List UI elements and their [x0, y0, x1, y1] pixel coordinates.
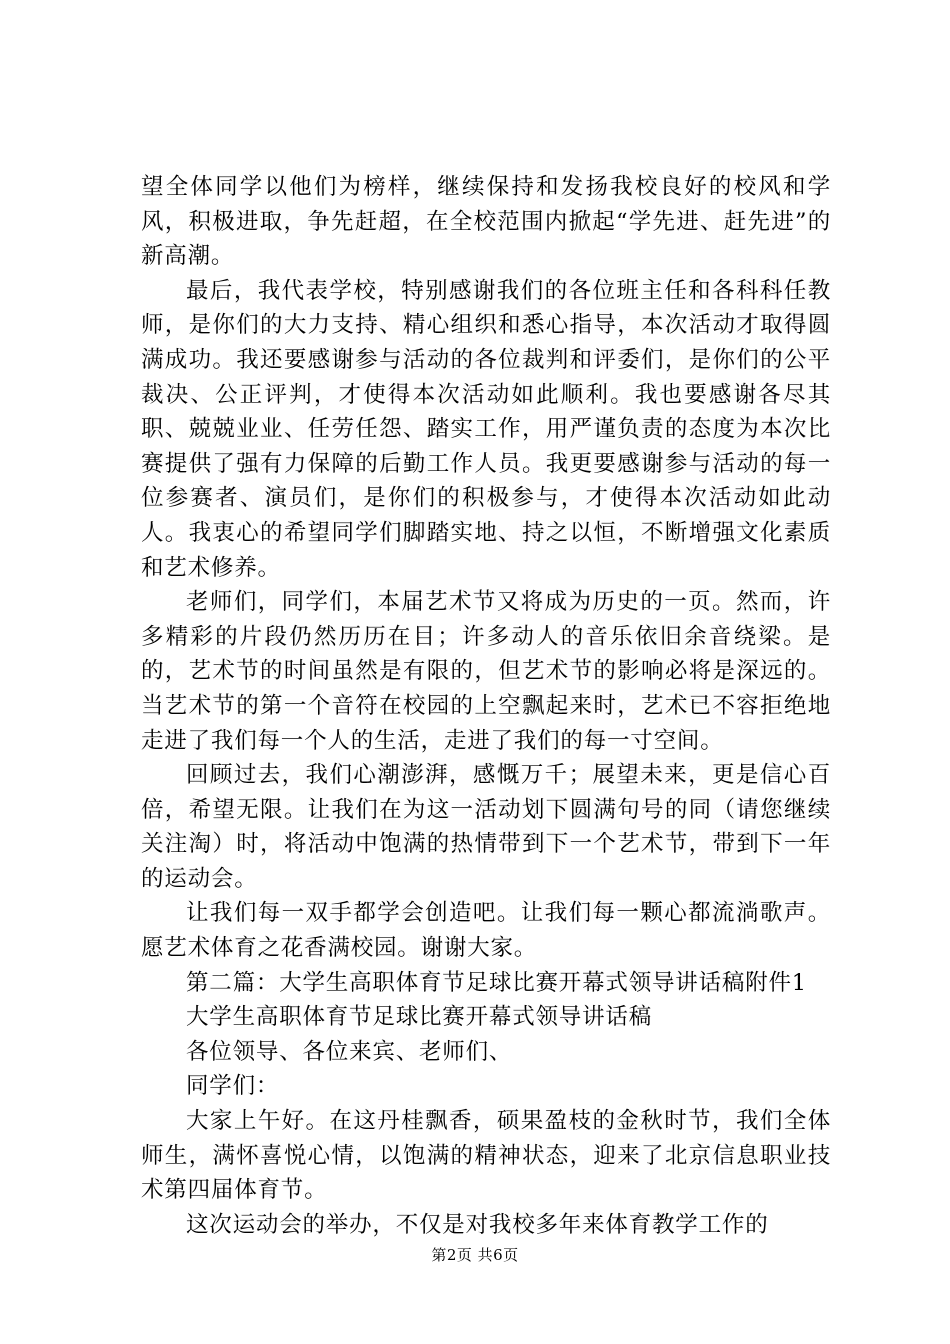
paragraph-3: 老师们，同学们，本届艺术节又将成为历史的一页。然而，许多精彩的片段仍然历历在目；许多动人的音乐依旧余音绕梁。是的，艺术节的时间虽然是有限的，但艺术节的影响必将是深远的。当艺术节的第一个音符在校园的上空飘起来时，艺术已不容拒绝地走进了我们每一个人的生活，走进了我们的每一寸空间。	[141, 589, 831, 754]
document-body	[141, 170, 831, 1242]
paragraph-4: 回顾过去，我们心潮澎湃，感慨万千；展望未来，更是信心百倍，希望无限。让我们在为这一活动划下圆满句号的同（请您继续关注淘）时，将活动中饱满的热情带到下一个艺术节，带到下一年的运动会。	[141, 762, 831, 892]
paragraph-5: 让我们每一双手都学会创造吧。让我们每一颗心都流淌歌声。愿艺术体育之花香满校园。谢谢大家。	[141, 900, 831, 962]
paragraph-7: 这次运动会的举办，不仅是对我校多年来体育教学工作的	[186, 1211, 769, 1238]
salutation-line-1: 各位领导、各位来宾、老师们、	[186, 1038, 513, 1065]
salutation-line-2: 同学们：	[186, 1073, 280, 1100]
speech-title: 大学生高职体育节足球比赛开幕式领导讲话稿	[186, 1004, 653, 1031]
page-footer: 第2页 共6页	[431, 1246, 519, 1264]
section-heading: 第二篇：大学生高职体育节足球比赛开幕式领导讲话稿附件1	[186, 969, 807, 996]
paragraph-2: 最后，我代表学校，特别感谢我们的各位班主任和各科科任教师，是你们的大力支持、精心组织和悉心指导，本次活动才取得圆满成功。我还要感谢参与活动的各位裁判和评委们，是你们的公平裁决、公正评判，才使得本次活动如此顺利。我也要感谢各尽其职、兢兢业业、任劳任怨、踏实工作，用严谨负责的态度为本次比赛提供了强有力保障的后勤工作人员。我更要感谢参与活动的每一位参赛者、演员们，是你们的积极参与，才使得本次活动如此动人。我衷心的希望同学们脚踏实地、持之以恒，不断增强文化素质和艺术修养。	[141, 277, 831, 581]
paragraph-1: 望全体同学以他们为榜样，继续保持和发扬我校良好的校风和学风，积极进取，争先赶超，在全校范围内掀起“学先进、赶先进”的新高潮。	[141, 174, 831, 270]
paragraph-6: 大家上午好。在这丹桂飘香，硕果盈枝的金秋时节，我们全体师生，满怀喜悦心情，以饱满的精神状态，迎来了北京信息职业技术第四届体育节。	[141, 1108, 831, 1204]
